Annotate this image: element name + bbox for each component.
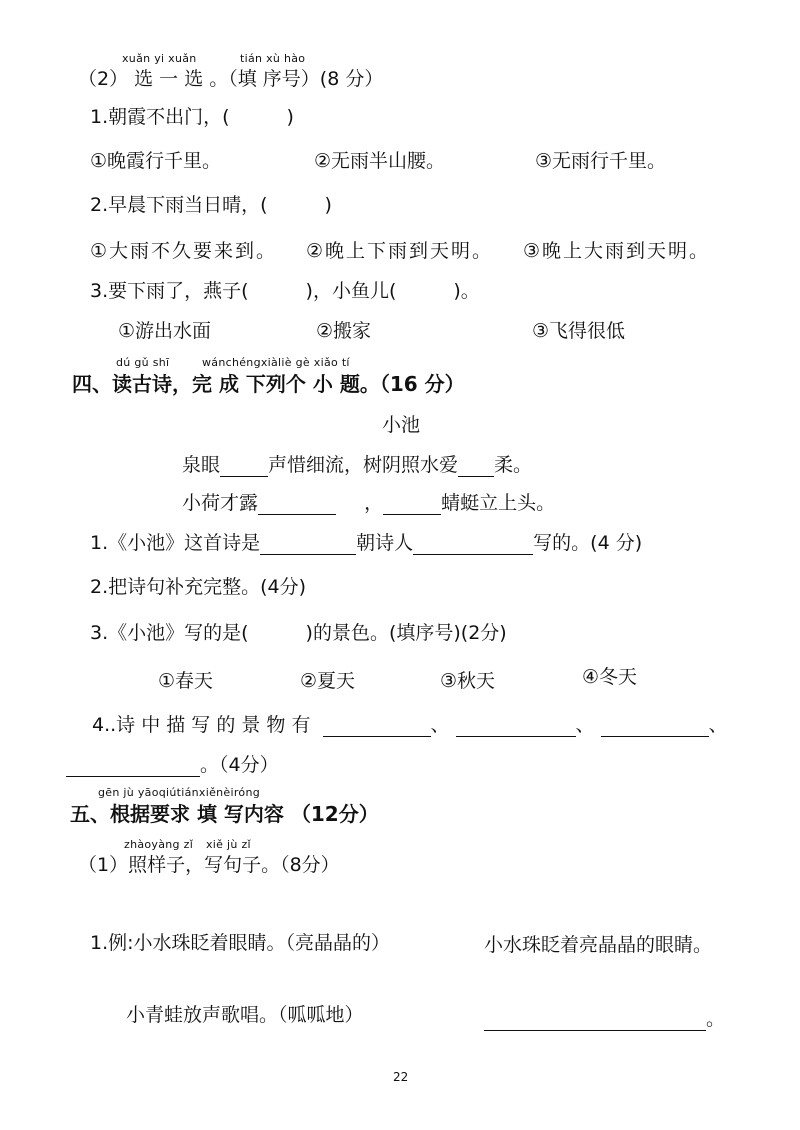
pinyin-annotation: tián xù hào xyxy=(240,52,306,65)
option: ②夏天 xyxy=(300,670,356,692)
option: ④冬天 xyxy=(582,666,638,688)
option: ②无雨半山腰。 xyxy=(314,150,446,172)
option: ③秋天 xyxy=(440,670,496,692)
question-1: 1.朝霞不出门，( ) xyxy=(90,106,294,128)
option: ①大雨不久要来到。 xyxy=(90,240,278,262)
question-3: 3.《小池》写的是( )的景色。(填序号)(2分) xyxy=(90,622,507,644)
question-1 xyxy=(90,528,642,555)
poem-text: ， xyxy=(364,492,384,514)
question-4-continued xyxy=(66,750,279,777)
pinyin-annotation: zhàoyàng zǐ xyxy=(124,838,194,851)
option: ①晚霞行千里。 xyxy=(90,150,222,172)
answer-blank[interactable] xyxy=(260,536,356,555)
option: ②晚上下雨到天明。 xyxy=(306,240,494,262)
answer-blank[interactable] xyxy=(383,496,441,515)
poem-text: 泉眼 xyxy=(182,454,221,476)
option: ③无雨行千里。 xyxy=(535,150,667,172)
poem-text: 柔。 xyxy=(494,454,533,476)
question-text: 朝诗人 xyxy=(356,532,414,554)
section-heading: 五、根据要求 填 写内容 （12分） xyxy=(70,802,379,826)
pinyin-annotation: xuǎn yi xuǎn xyxy=(122,52,197,65)
page-number: 22 xyxy=(393,1070,409,1084)
sub-heading: （1）照样子，写句子。（8分） xyxy=(78,854,340,876)
pinyin-annotation: wánchéngxiàliè gè xiǎo tí xyxy=(202,356,350,369)
question-text: 1.《小池》这首诗是 xyxy=(90,532,261,554)
question-text: 4..诗 中 描 写 的 景 物 有 xyxy=(92,714,311,736)
pinyin-annotation: dú gǔ shī xyxy=(116,356,170,369)
answer-blank[interactable] xyxy=(66,758,200,777)
example-prompt: 1.例:小水珠眨着眼睛。（亮晶晶的） xyxy=(90,932,391,954)
answer-blank[interactable] xyxy=(456,718,576,737)
separator: 、 xyxy=(430,714,450,736)
poem-line-2 xyxy=(182,488,555,515)
pinyin-annotation: gēn jù yāoqiútiánxiěnèiróng xyxy=(98,786,261,799)
question-text: 。 xyxy=(706,1008,726,1030)
poem-line-1 xyxy=(182,450,532,477)
answer-blank[interactable] xyxy=(484,1012,706,1031)
option: ③飞得很低 xyxy=(532,320,626,342)
separator: 、 xyxy=(708,714,728,736)
poem-title: 小池 xyxy=(382,414,421,436)
section-heading: （2） 选 一 选 。（填 序号）(8 分） xyxy=(78,68,384,90)
answer-line xyxy=(484,1004,725,1031)
answer-blank[interactable] xyxy=(413,536,533,555)
option: ③晚上大雨到天明。 xyxy=(523,240,711,262)
question-2: 2.把诗句补充完整。(4分) xyxy=(90,576,307,598)
answer-blank[interactable] xyxy=(458,458,494,477)
example-answer: 小水珠眨着亮晶晶的眼睛。 xyxy=(484,934,713,956)
question-4 xyxy=(92,710,728,737)
answer-blank[interactable] xyxy=(220,458,268,477)
question-prompt: 小青蛙放声歌唱。（呱呱地） xyxy=(126,1004,364,1026)
poem-text: 小荷才露 xyxy=(182,492,259,514)
section-heading: 四、读古诗，完 成 下列个 小 题。（16 分） xyxy=(72,372,465,396)
option: ①春天 xyxy=(158,670,214,692)
separator: 、 xyxy=(575,714,595,736)
pinyin-annotation: xiě jù zǐ xyxy=(206,838,251,851)
question-text: 。（4分） xyxy=(200,754,279,776)
question-2: 2.早晨下雨当日晴，( ) xyxy=(90,194,332,216)
option: ①游出水面 xyxy=(118,320,212,342)
answer-blank[interactable] xyxy=(323,718,431,737)
option: ②搬家 xyxy=(316,320,372,342)
poem-text: 声惜细流，树阴照水爱 xyxy=(268,454,459,476)
answer-blank[interactable] xyxy=(258,496,336,515)
answer-blank[interactable] xyxy=(601,718,709,737)
question-3: 3.要下雨了，燕子( )，小鱼儿( )。 xyxy=(90,280,480,302)
question-text: 写的。(4 分) xyxy=(533,532,643,554)
poem-text: 蜻蜓立上头。 xyxy=(441,492,556,514)
